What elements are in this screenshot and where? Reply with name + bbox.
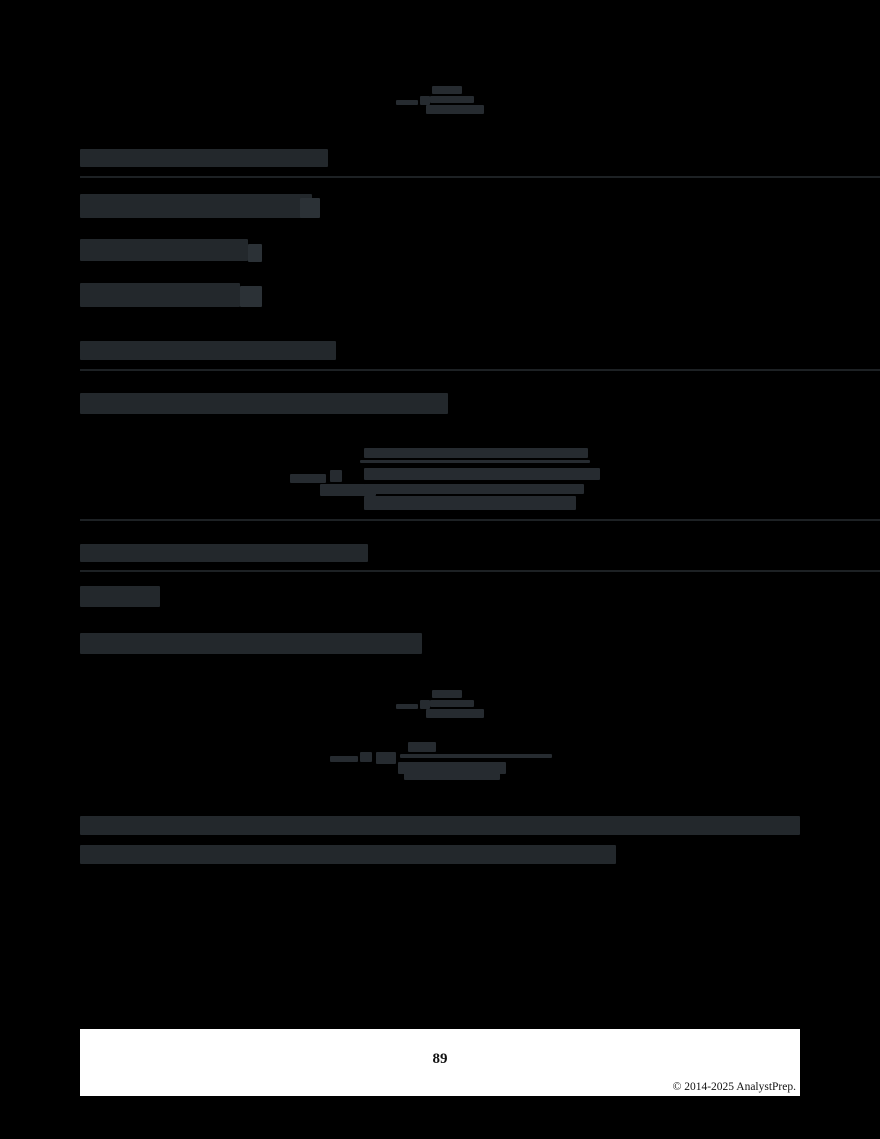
- page-footer: [80, 1029, 800, 1096]
- equation-block-lower-two: [330, 742, 554, 780]
- paragraph-line: [80, 845, 616, 864]
- formula-fragment: [426, 709, 484, 718]
- formula-fragment: [432, 86, 462, 94]
- formula-fragment: [400, 754, 552, 758]
- formula-fragment: [408, 742, 436, 752]
- horizontal-rule-3: [80, 519, 880, 521]
- section-heading-bar: [80, 341, 336, 360]
- formula-fragment: [376, 752, 396, 764]
- subscript-fragment: [248, 244, 262, 262]
- subsection-heading-bar: [80, 239, 248, 261]
- subscript-fragment: [300, 198, 320, 218]
- equation-block-middle: [290, 448, 600, 514]
- page-number: 89: [432, 1051, 448, 1067]
- horizontal-rule-1: [80, 176, 880, 178]
- subsection-heading-bar: [80, 283, 240, 307]
- formula-fragment: [430, 700, 474, 707]
- equation-block-lower-one: [396, 690, 488, 720]
- formula-fragment: [426, 105, 484, 114]
- formula-fragment: [404, 772, 500, 780]
- formula-fragment: [420, 96, 430, 105]
- subsection-heading-bar: [80, 393, 448, 414]
- paragraph-line: [80, 816, 800, 835]
- formula-fragment: [396, 704, 418, 709]
- subsection-heading-bar: [80, 194, 312, 218]
- formula-fragment: [364, 496, 576, 510]
- formula-fragment: [360, 460, 590, 463]
- subscript-fragment: [240, 286, 262, 307]
- formula-fragment: [430, 96, 474, 103]
- formula-fragment: [364, 468, 600, 480]
- short-heading-bar: [80, 586, 160, 607]
- formula-fragment: [420, 700, 430, 709]
- formula-expression-top: [396, 86, 488, 116]
- section-heading-bar: [80, 633, 422, 654]
- formula-fragment: [364, 448, 588, 458]
- horizontal-rule-2: [80, 369, 880, 371]
- formula-fragment: [396, 100, 418, 105]
- section-heading-bar: [80, 544, 368, 562]
- formula-fragment: [330, 756, 358, 762]
- formula-fragment: [360, 752, 372, 762]
- formula-fragment: [364, 484, 584, 494]
- section-heading-bar: [80, 149, 328, 167]
- copyright-notice: © 2014-2025 AnalystPrep.: [672, 1081, 796, 1093]
- horizontal-rule-4: [80, 570, 880, 572]
- formula-fragment: [432, 690, 462, 698]
- formula-fragment: [290, 474, 326, 483]
- formula-fragment: [330, 470, 342, 482]
